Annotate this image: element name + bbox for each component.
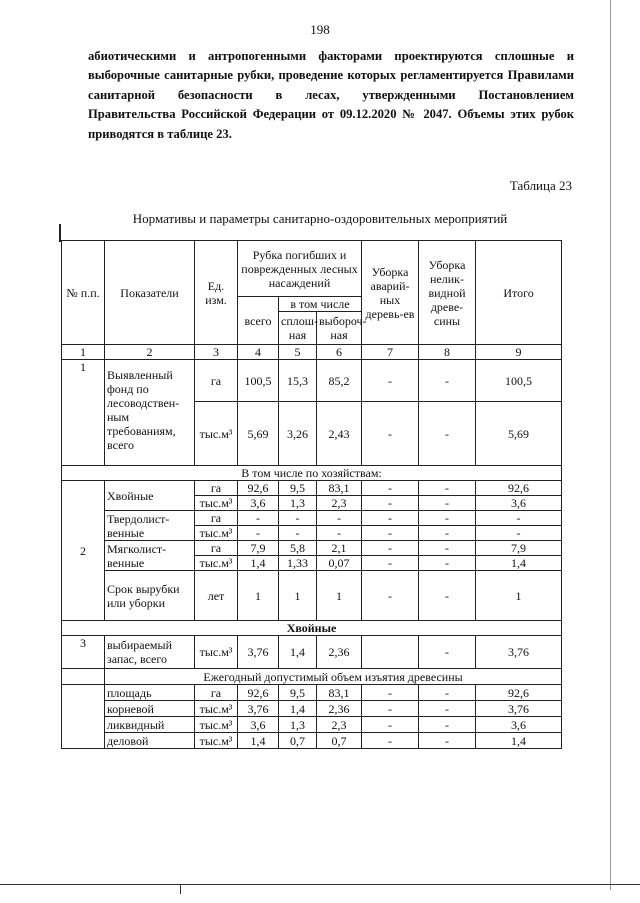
value-cell: 15,3 — [279, 360, 317, 402]
table-row — [62, 733, 562, 749]
value-cell: 1,3 — [279, 717, 317, 733]
table-row — [62, 511, 562, 526]
value-cell: 3,6 — [476, 496, 562, 511]
header-clear: сплош-ная — [279, 312, 317, 345]
unit-cell: га — [195, 541, 238, 556]
unit-cell: тыс.м³ — [195, 556, 238, 571]
table-row — [62, 636, 562, 669]
value-cell: - — [419, 511, 476, 526]
value-cell: - — [419, 402, 476, 466]
row-name: Срок вырубки или уборки — [105, 571, 195, 621]
value-cell: - — [419, 496, 476, 511]
value-cell: - — [419, 481, 476, 496]
row-name: ликвидный — [105, 717, 195, 733]
value-cell — [362, 636, 419, 669]
column-numbers-row — [62, 345, 562, 360]
unit-cell: тыс.м³ — [195, 636, 238, 669]
unit-cell: га — [195, 360, 238, 402]
value-cell: 1,4 — [279, 636, 317, 669]
value-cell: - — [476, 511, 562, 526]
col-number: 7 — [362, 345, 419, 360]
row-name: Выявленный фонд по лесоводствен-ным требованиям, всего — [105, 360, 195, 466]
value-cell: 3,26 — [279, 402, 317, 466]
value-cell: 92,6 — [476, 685, 562, 701]
row-name: Хвойные — [105, 481, 195, 511]
value-cell: - — [419, 701, 476, 717]
value-cell: 100,5 — [476, 360, 562, 402]
value-cell: 7,9 — [238, 541, 279, 556]
value-cell: - — [362, 733, 419, 749]
table-row — [62, 541, 562, 556]
paragraph-line: санитарной безопасности в лесах, утвержденными Постановлением — [88, 87, 574, 102]
empty-cell — [62, 669, 105, 685]
row-name: Мягколист-венные — [105, 541, 195, 571]
table-label: Таблица 23 — [509, 178, 572, 193]
row-num: 3 — [62, 636, 105, 669]
col-number: 4 — [238, 345, 279, 360]
value-cell: 1 — [317, 571, 362, 621]
value-cell: 5,69 — [238, 402, 279, 466]
col-number: 9 — [476, 345, 562, 360]
value-cell: 3,6 — [476, 717, 562, 733]
value-cell: - — [238, 526, 279, 541]
value-cell: - — [362, 717, 419, 733]
header-sum: Итого — [476, 241, 562, 345]
value-cell: - — [419, 733, 476, 749]
value-cell: 1 — [238, 571, 279, 621]
table-row — [62, 571, 562, 621]
unit-cell: га — [195, 685, 238, 701]
unit-cell: га — [195, 511, 238, 526]
unit-cell: тыс.м³ — [195, 402, 238, 466]
value-cell: 3,76 — [476, 636, 562, 669]
section-header: В том числе по хозяйствам: — [62, 466, 562, 481]
table-row — [62, 701, 562, 717]
value-cell: - — [279, 526, 317, 541]
header-including: в том числе — [279, 297, 362, 312]
page-number: 198 — [310, 22, 330, 37]
value-cell: - — [476, 526, 562, 541]
header-selective: выбороч-ная — [317, 312, 362, 345]
unit-cell: тыс.м³ — [195, 526, 238, 541]
row-name: площадь — [105, 685, 195, 701]
value-cell: - — [317, 511, 362, 526]
value-cell: - — [362, 571, 419, 621]
value-cell: - — [362, 360, 419, 402]
value-cell: 2,43 — [317, 402, 362, 466]
value-cell: 1 — [279, 571, 317, 621]
header-total: всего — [238, 297, 279, 345]
value-cell: - — [362, 556, 419, 571]
value-cell: 9,5 — [279, 481, 317, 496]
value-cell: - — [419, 556, 476, 571]
row-name: деловой — [105, 733, 195, 749]
value-cell: - — [419, 541, 476, 556]
value-cell: - — [419, 685, 476, 701]
value-cell: 9,5 — [279, 685, 317, 701]
value-cell: 0,07 — [317, 556, 362, 571]
value-cell: 1,4 — [476, 733, 562, 749]
value-cell: 1,33 — [279, 556, 317, 571]
header-emergency: Уборка аварий-ных деревь-ев — [362, 241, 419, 345]
value-cell: 1 — [476, 571, 562, 621]
col-number: 5 — [279, 345, 317, 360]
paragraph-line: абиотическими и антропогенными факторами проектируются сплошные и — [88, 49, 574, 63]
value-cell: 0,7 — [317, 733, 362, 749]
col-number: 2 — [105, 345, 195, 360]
paragraph-line: выборочные санитарные рубки, проведение которых регламентируется Правилами — [88, 68, 574, 83]
unit-cell: тыс.м³ — [195, 717, 238, 733]
value-cell: - — [362, 701, 419, 717]
value-cell: 3,76 — [476, 701, 562, 717]
value-cell: - — [362, 511, 419, 526]
value-cell: 92,6 — [238, 685, 279, 701]
unit-cell: га — [195, 481, 238, 496]
value-cell: - — [419, 571, 476, 621]
value-cell: - — [279, 511, 317, 526]
col-number: 6 — [317, 345, 362, 360]
empty-cell — [62, 685, 105, 749]
header-nonliquid: Уборка нелик-видной древе-сины — [419, 241, 476, 345]
row-name: корневой — [105, 701, 195, 717]
value-cell: 85,2 — [317, 360, 362, 402]
row-name: выбираемый запас, всего — [105, 636, 195, 669]
col-number: 3 — [195, 345, 238, 360]
value-cell: - — [362, 496, 419, 511]
value-cell: 1,4 — [238, 556, 279, 571]
value-cell: - — [419, 717, 476, 733]
value-cell: - — [419, 636, 476, 669]
value-cell: - — [362, 526, 419, 541]
value-cell: 83,1 — [317, 685, 362, 701]
body-paragraph — [88, 47, 574, 144]
value-cell: - — [362, 541, 419, 556]
value-cell: 3,6 — [238, 496, 279, 511]
value-cell: 100,5 — [238, 360, 279, 402]
paragraph-line: Правительства Российской Федерации от 09.12.2020 № 2047. Объемы этих рубок — [88, 107, 574, 122]
unit-cell: тыс.м³ — [195, 496, 238, 511]
value-cell: 5,69 — [476, 402, 562, 466]
col-number: 1 — [62, 345, 105, 360]
value-cell: - — [362, 685, 419, 701]
value-cell: 3,76 — [238, 701, 279, 717]
value-cell: - — [317, 526, 362, 541]
unit-cell: тыс.м³ — [195, 733, 238, 749]
value-cell: 0,7 — [279, 733, 317, 749]
value-cell: 2,3 — [317, 717, 362, 733]
paragraph-line: приводятся в таблице 23. — [88, 126, 232, 141]
value-cell: - — [238, 511, 279, 526]
table-row — [62, 717, 562, 733]
value-cell: - — [362, 402, 419, 466]
value-cell: 7,9 — [476, 541, 562, 556]
table-row — [62, 360, 562, 402]
value-cell: 2,36 — [317, 636, 362, 669]
row-name: Твердолист-венные — [105, 511, 195, 541]
header-felling-group: Рубка погибших и поврежденных лесных насаждений — [238, 241, 362, 297]
sanitary-measures-table — [61, 240, 562, 749]
table-row — [62, 481, 562, 496]
row-num: 1 — [62, 360, 105, 466]
value-cell: 92,6 — [476, 481, 562, 496]
value-cell: 83,1 — [317, 481, 362, 496]
value-cell: 3,76 — [238, 636, 279, 669]
value-cell: 2,3 — [317, 496, 362, 511]
unit-cell: тыс.м³ — [195, 701, 238, 717]
header-num: № п.п. — [62, 241, 105, 345]
row-num: 2 — [62, 481, 105, 621]
value-cell: - — [362, 481, 419, 496]
value-cell: 1,4 — [279, 701, 317, 717]
unit-cell: лет — [195, 571, 238, 621]
col-number: 8 — [419, 345, 476, 360]
value-cell: 2,36 — [317, 701, 362, 717]
value-cell: 92,6 — [238, 481, 279, 496]
value-cell: - — [419, 360, 476, 402]
scan-edge-line — [610, 0, 611, 890]
page-bottom-line — [0, 884, 640, 885]
table-title: Нормативы и параметры санитарно-оздоровительных мероприятий — [132, 211, 508, 226]
table-row — [62, 685, 562, 701]
header-unit: Ед. изм. — [195, 241, 238, 345]
section-header: Хвойные — [62, 621, 562, 636]
page-bottom-mark — [180, 884, 181, 894]
value-cell: 2,1 — [317, 541, 362, 556]
value-cell: - — [419, 526, 476, 541]
section-header: Ежегодный допустимый объем изъятия древесины — [105, 669, 562, 685]
value-cell: 3,6 — [238, 717, 279, 733]
value-cell: 1,4 — [476, 556, 562, 571]
value-cell: 1,4 — [238, 733, 279, 749]
value-cell: 1,3 — [279, 496, 317, 511]
header-indicator: Показатели — [105, 241, 195, 345]
value-cell: 5,8 — [279, 541, 317, 556]
